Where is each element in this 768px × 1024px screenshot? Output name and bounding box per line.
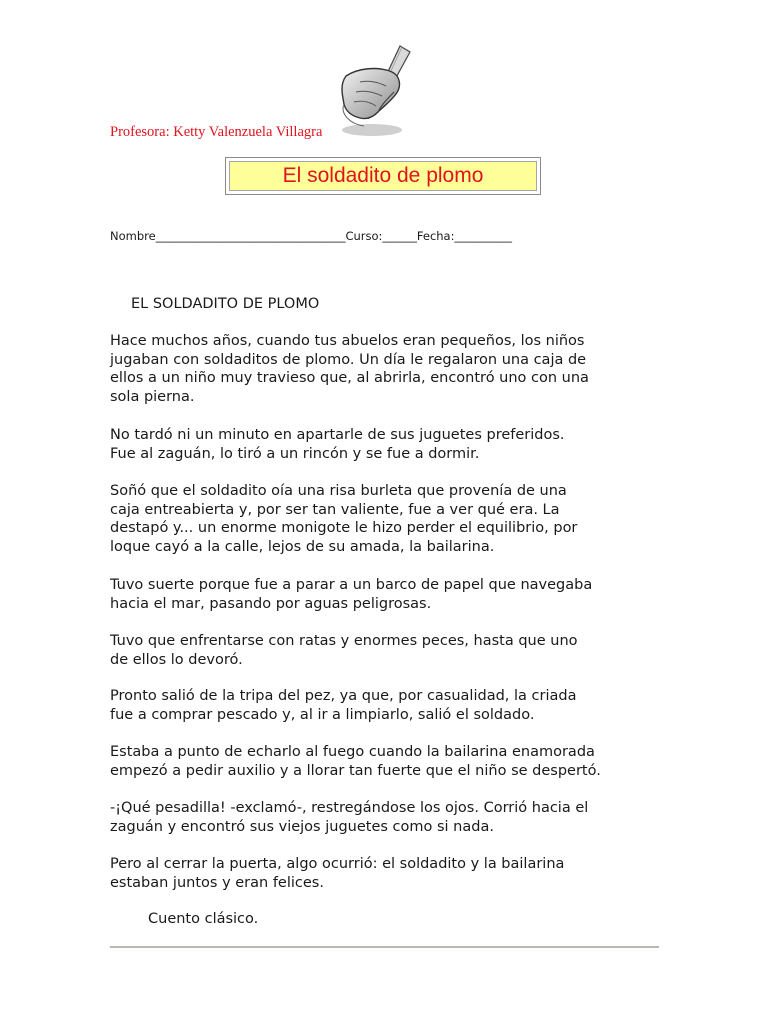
story-paragraph: No tardó ni un minuto en apartarle de sus juguetes preferidos. Fue al zaguán, lo tiró a un rincón y se fue a dormir.	[110, 427, 565, 462]
story-paragraph: -¡Qué pesadilla! -exclamó-, restregándose los ojos. Corrió hacia el zaguán y encontró sus viejos juguetes como si nada.	[110, 800, 589, 835]
story-heading: EL SOLDADITO DE PLOMO	[131, 296, 320, 312]
teacher-name: Profesora: Ketty Valenzuela Villagra	[110, 124, 323, 140]
student-info-line: Nombre_________________________________Curso:______Fecha:__________	[110, 229, 512, 243]
story-paragraph: Estaba a punto de echarlo al fuego cuando la bailarina enamorada empezó a pedir auxilio y a llorar tan fuerte que el niño se despertó.	[110, 744, 601, 779]
story-paragraph: Soñó que el soldadito oía una risa burleta que provenía de una caja entreabierta y, por ser tan valiente, fue a ver qué era. La destapó y... un enorme monigote le hizo perder el equilibrio, por loque cayó a la calle, lejos de su amada, la bailarina.	[110, 483, 578, 555]
story-paragraph: Pronto salió de la tripa del pez, ya que, por casualidad, la criada fue a comprar pescado y, al ir a limpiarlo, salió el soldado.	[110, 688, 577, 723]
story-paragraph: Pero al cerrar la puerta, algo ocurrió: el soldadito y la bailarina estaban juntos y eran felices.	[110, 856, 565, 891]
story-paragraph: Tuvo suerte porque fue a parar a un barco de papel que navegaba hacia el mar, pasando por aguas peligrosas.	[110, 577, 593, 612]
worksheet-title: El soldadito de plomo	[229, 161, 537, 191]
story-paragraph: Hace muchos años, cuando tus abuelos eran pequeños, los niños jugaban con soldaditos de plomo. Un día le regalaron una caja de ellos a un niño muy travieso que, al abrirla, encontró uno con una sola pierna.	[110, 333, 589, 405]
story-paragraph: Tuvo que enfrentarse con ratas y enormes peces, hasta que uno de ellos lo devoró.	[110, 633, 578, 668]
hand-writing-with-pencil-icon	[338, 42, 422, 140]
title-box	[225, 157, 541, 195]
story-credit: Cuento clásico.	[148, 911, 259, 927]
bottom-divider	[110, 946, 659, 948]
